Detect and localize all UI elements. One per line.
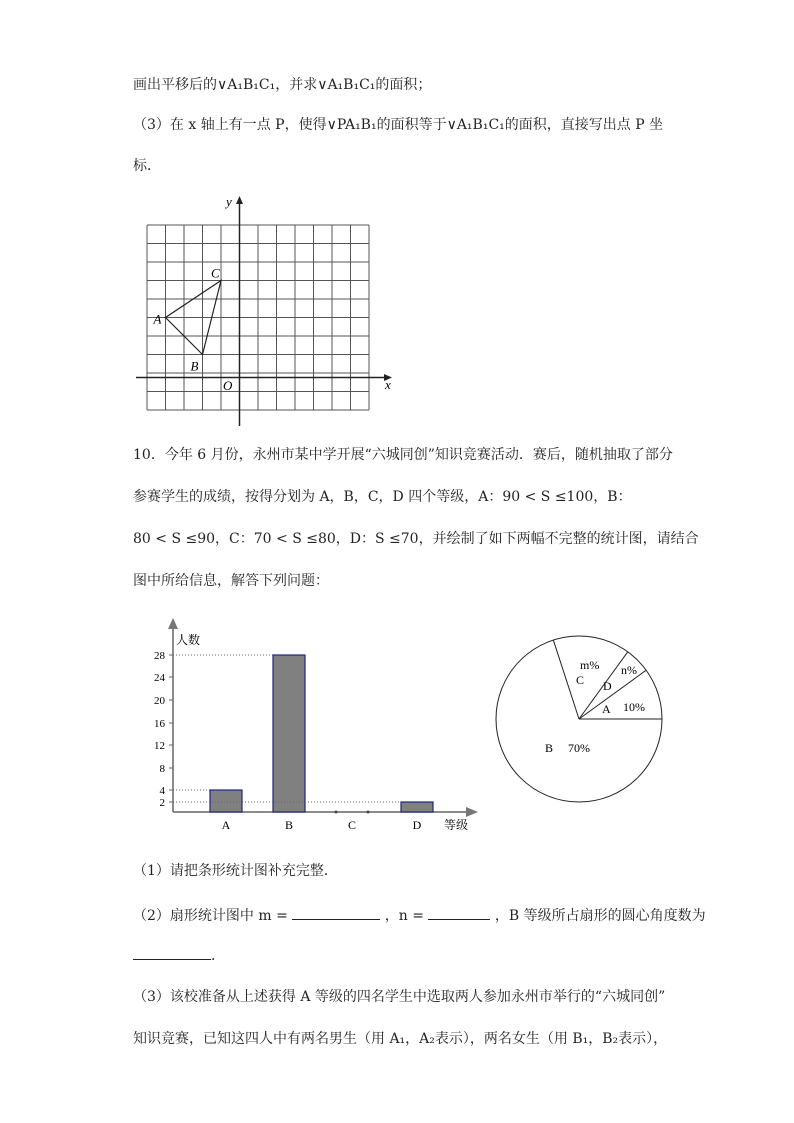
bar-category-label: C	[347, 818, 357, 832]
q10-text-line3: 80 < S ≤90，C：70 < S ≤80，D：S ≤70，并绘制了如下两幅不完整的统计图，请结合	[133, 531, 699, 547]
coordinate-grid-figure	[130, 190, 400, 430]
q10-sub2-part-b: ，n =	[384, 908, 424, 924]
bar-category-label: D	[412, 818, 422, 832]
bar-y-tick-label: 4	[159, 785, 165, 797]
origin-label: O	[223, 378, 233, 393]
bar-a	[210, 790, 242, 812]
answer-blank-m[interactable]	[292, 905, 380, 920]
y-axis-arrow	[236, 196, 243, 204]
x-axis-label: x	[385, 377, 391, 392]
point-label-a: A	[153, 311, 162, 327]
q9-text-line2: （3）在 x 轴上有一点 P，使得∨PA₁B₁的面积等于∨A₁B₁C₁的面积，直接写出点 P 坐	[133, 117, 664, 133]
bar-d	[401, 802, 433, 812]
bar-x-label: 等级	[444, 818, 469, 832]
q10-sub2-part-c: ，B 等级所占扇形的圆心角度数为	[494, 908, 706, 924]
point-label-b: B	[190, 358, 199, 374]
bar-y-label: 人数	[176, 633, 201, 647]
bar-y-tick-label: 12	[154, 740, 165, 752]
answer-blank-angle[interactable]	[133, 945, 211, 960]
pie-slice-label-d: D	[603, 679, 612, 693]
point-label-c: C	[211, 265, 220, 281]
pie-slice-pct-d: n%	[621, 663, 637, 677]
q10-sub2	[133, 905, 706, 925]
pie-chart	[490, 630, 670, 810]
bar-y-tick-label: 16	[154, 718, 165, 730]
q10-sub2-line2	[133, 945, 225, 965]
pie-slice-pct-c: m%	[580, 658, 600, 672]
y-axis-label: y	[226, 194, 232, 209]
bar-x-axis-arrow	[466, 807, 478, 817]
bar-b	[273, 655, 305, 812]
bar-y-axis-arrow	[168, 618, 178, 629]
q10-sub2-end: ．	[211, 948, 225, 964]
q9-text-line1: 画出平移后的∨A₁B₁C₁，并求∨A₁B₁C₁的面积；	[133, 77, 432, 93]
q10-text-line4: 图中所给信息，解答下列问题：	[133, 573, 329, 589]
answer-blank-n[interactable]	[428, 905, 490, 920]
q10-sub3-line2: 知识竞赛，已知这四人中有两名男生（用 A₁，A₂表示），两名女生（用 B₁，B₂表示），	[133, 1031, 668, 1047]
q10-sub2-part-a: （2）扇形统计图中 m =	[133, 908, 288, 924]
bar-chart	[130, 615, 490, 840]
pie-slice-pct-a: 10%	[623, 700, 645, 714]
q10-sub1: （1）请把条形统计图补充完整．	[133, 863, 338, 879]
q10-text-line1: 10．今年 6 月份，永州市某中学开展“六城同创”知识竞赛活动．赛后，随机抽取了部分	[133, 447, 673, 463]
pie-slice-label-b: B	[545, 741, 554, 755]
bar-y-tick-label: 2	[159, 797, 165, 809]
pie-slice-label-c: C	[576, 673, 585, 687]
q10-sub3-line1: （3）该校准备从上述获得 A 等级的四名学生中选取两人参加永州市举行的“六城同创”	[133, 989, 666, 1005]
q9-text-line3: 标．	[133, 158, 161, 174]
bar-y-tick-label: 20	[154, 695, 165, 707]
pie-slice-label-a: A	[602, 702, 611, 716]
bar-c-marker	[367, 811, 370, 814]
bar-category-label: A	[221, 818, 231, 832]
bar-y-tick-label: 24	[154, 672, 165, 684]
q10-text-line2: 参赛学生的成绩，按得分划为 A，B，C，D 四个等级，A：90 < S ≤100，B：	[133, 489, 632, 505]
bar-category-label: B	[284, 818, 294, 832]
bar-y-tick-label: 28	[154, 650, 165, 662]
pie-slice-pct-b: 70%	[568, 741, 590, 755]
bar-c-marker	[335, 811, 338, 814]
bar-y-tick-label: 8	[159, 763, 165, 775]
